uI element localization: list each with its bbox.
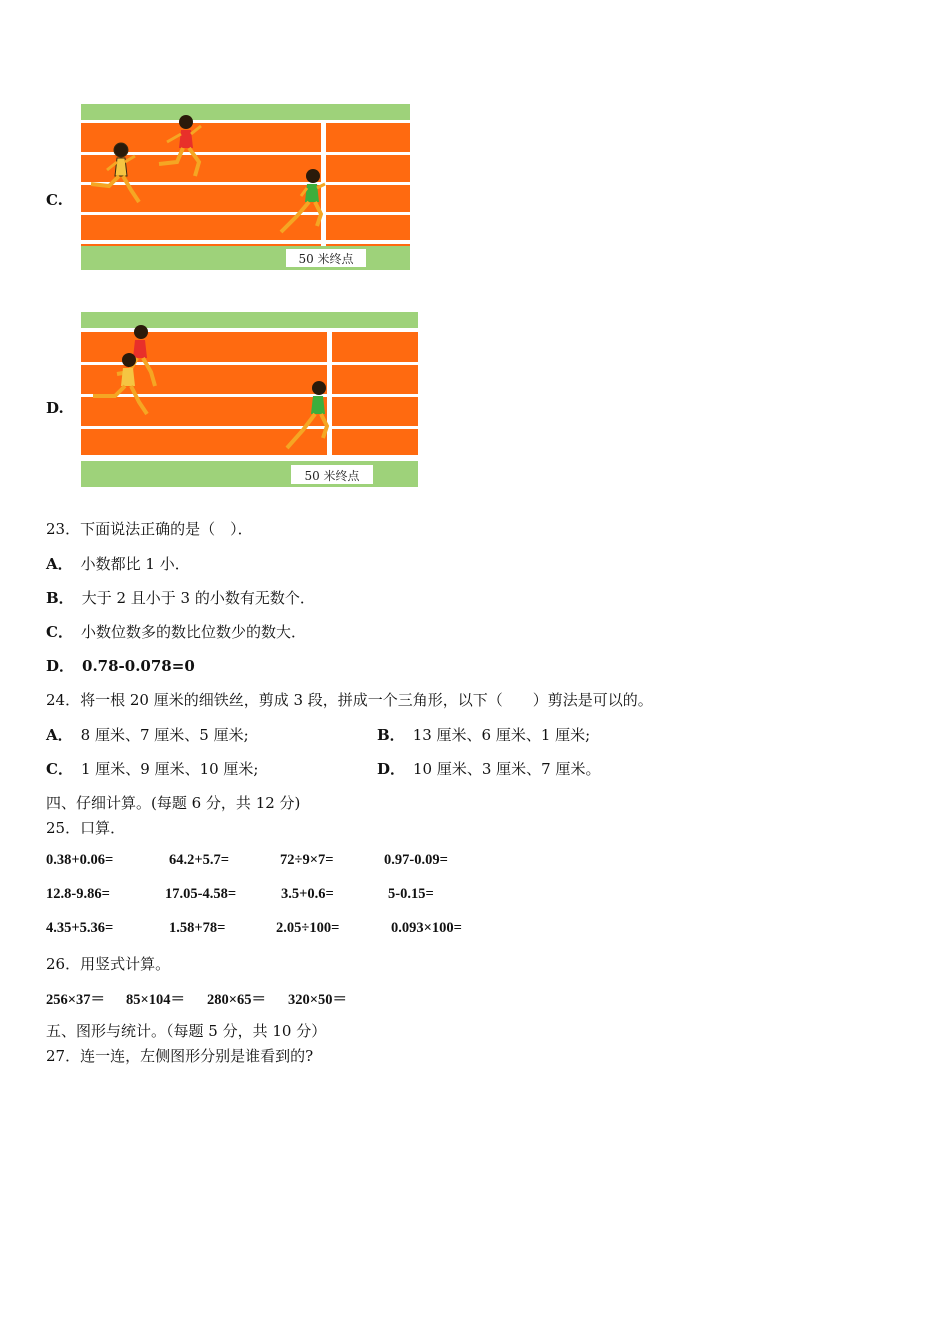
calc-item: 1.58+78= [169,920,226,936]
finish-label: 50 米终点 [304,469,360,483]
grass-top [81,104,410,120]
option-text: 8 厘米、7 厘米、5 厘米; [80,726,249,744]
calc-item: 4.35+5.36= [46,920,114,936]
option-label: A． [46,726,73,744]
q23-option-b [46,588,315,608]
option-label: B． [46,589,74,607]
option-text: 10 厘米、3 厘米、7 厘米。 [413,760,601,778]
running-track-image-d [81,312,418,487]
option-text: 小数都比 1 小． [80,555,190,573]
calc-item: 72÷9×7= [280,852,334,868]
finish-label: 50 米终点 [298,252,354,266]
question-24-stem: 24．将一根 20 厘米的细铁丝，剪成 3 段，拼成一个三角形，以下（ ）剪法是可以的。 [46,691,653,709]
option-label: D． [46,657,75,675]
vertical-calc-item: 320×50＝ [288,992,348,1008]
option-label: C． [46,760,73,778]
question-23-stem: 23．下面说法正确的是（ ）． [46,520,253,538]
q24-option-b [377,725,590,745]
option-c-label: C. [46,191,63,209]
option-label: B． [377,726,405,744]
q24-option-a [46,725,249,745]
calc-item: 5-0.15= [388,886,434,902]
vertical-calc-item: 280×65＝ [207,992,267,1008]
option-text: 大于 2 且小于 3 的小数有无数个． [81,589,315,607]
calc-item: 3.5+0.6= [281,886,334,902]
option-text: 小数位数多的数比位数少的数大． [80,623,306,641]
question-27-stem: 27．连一连，左侧图形分别是谁看到的? [46,1047,314,1065]
calc-item: 0.97-0.09= [384,852,448,868]
question-26-stem: 26．用竖式计算。 [46,955,171,973]
q23-option-c [46,622,306,642]
option-label: A． [46,555,73,573]
vertical-calc-item: 256×37＝ [46,992,106,1008]
option-text: 0.78-0.078=0 [82,657,195,675]
calc-item: 64.2+5.7= [169,852,230,868]
option-text: 13 厘米、6 厘米、1 厘米; [412,726,591,744]
running-track-image-c [81,104,410,270]
option-text: 1 厘米、9 厘米、10 厘米; [80,760,259,778]
section-5-heading: 五、图形与统计。（每题 5 分，共 10 分） [46,1022,327,1040]
vertical-calc-item: 85×104＝ [126,992,186,1008]
q23-option-d [46,656,195,676]
q23-option-a [46,554,190,574]
option-label: C． [46,623,73,641]
q24-option-d [377,759,601,779]
calc-item: 0.38+0.06= [46,852,114,868]
calc-item: 0.093×100= [391,920,462,936]
question-25-stem: 25．口算． [46,819,126,837]
calc-item: 12.8-9.86= [46,886,110,902]
grass-top [81,312,418,328]
option-d-label: D. [46,399,64,417]
section-4-heading: 四、仔细计算。(每题 6 分，共 12 分) [46,794,301,812]
q24-option-c [46,759,259,779]
calc-item: 2.05÷100= [276,920,340,936]
track-lanes-right [326,123,410,253]
option-label: D． [377,760,406,778]
calc-item: 17.05-4.58= [165,886,237,902]
track-lanes-left [81,123,321,253]
